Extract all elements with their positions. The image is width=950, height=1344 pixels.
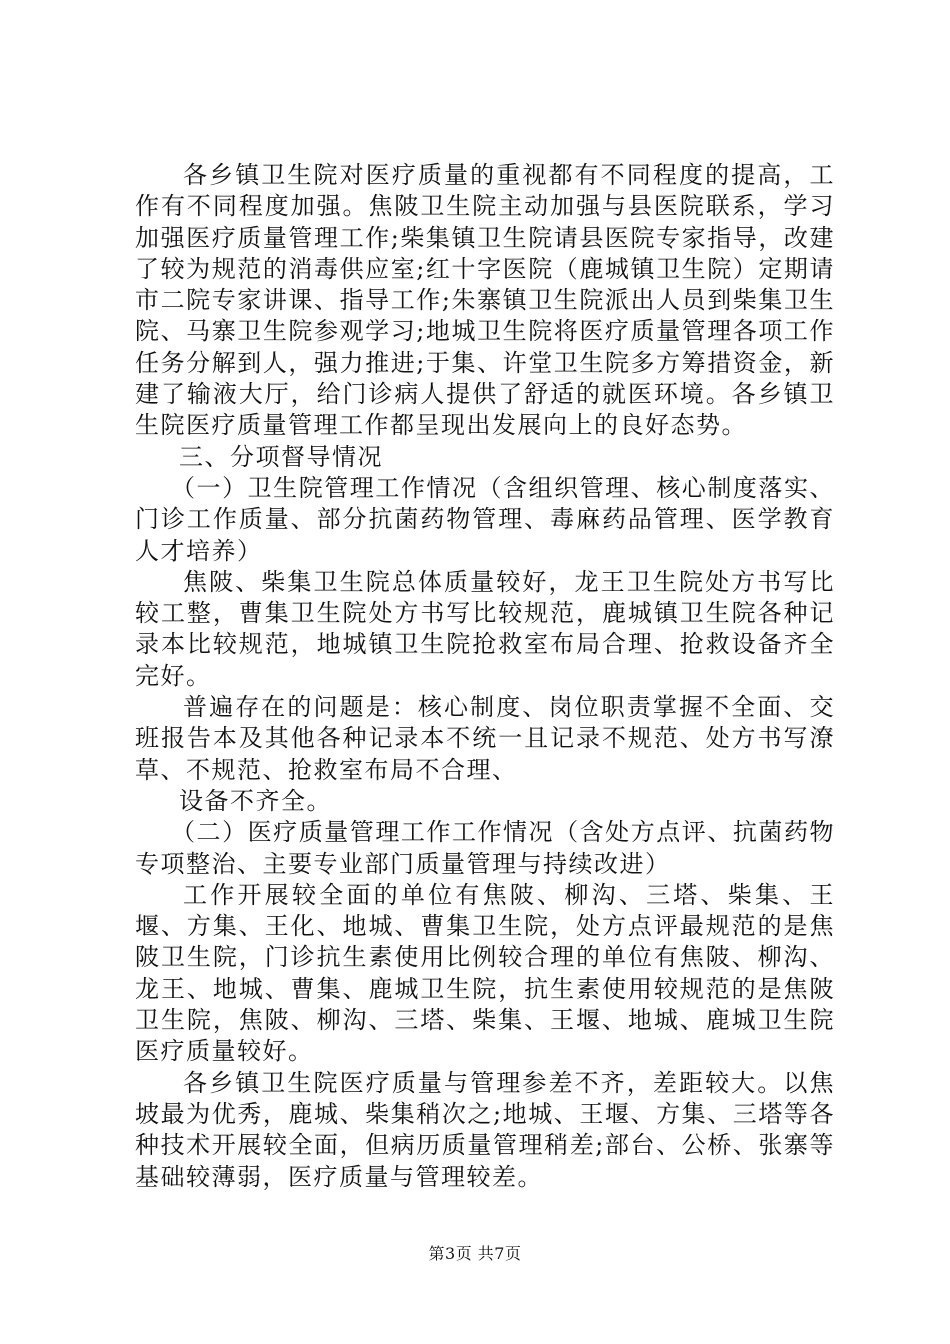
subsection-heading-quality: （二）医疗质量管理工作工作情况（含处方点评、抗菌药物专项整治、主要专业部门质量管理与持续改进） xyxy=(135,818,835,878)
paragraph-common-problems: 普遍存在的问题是：核心制度、岗位职责掌握不全面、交班报告本及其他各种记录本不统一且记录不规范、处方书写潦草、不规范、抢救室布局不合理、 xyxy=(135,693,835,784)
paragraph-quality-overview: 各乡镇卫生院对医疗质量的重视都有不同程度的提高，工作有不同程度加强。焦陂卫生院主动加强与县医院联系，学习加强医疗质量管理工作;柴集镇卫生院请县医院专家指导，改建了较为规范的消毒供应室;红十字医院（鹿城镇卫生院）定期请市二院专家讲课、指导工作;朱寨镇卫生院派出人员到柴集卫生院、马寨卫生院参观学习;地城卫生院将医疗质量管理各项工作任务分解到人，强力推进;于集、许堂卫生院多方筹措资金，新建了输液大厅，给门诊病人提供了舒适的就医环境。各乡镇卫生院医疗质量管理工作都呈现出发展向上的良好态势。 xyxy=(135,161,835,440)
paragraph-good-practices: 焦陂、柴集卫生院总体质量较好，龙王卫生院处方书写比较工整，曹集卫生院处方书写比较规范，鹿城镇卫生院各种记录本比较规范，地城镇卫生院抢救室布局合理、抢救设备齐全完好。 xyxy=(135,567,835,690)
paragraph-quality-disparity: 各乡镇卫生院医疗质量与管理参差不齐，差距较大。以焦坡最为优秀，鹿城、柴集稍次之;地城、王堰、方集、三塔等各种技术开展较全面，但病历质量管理稍差;部台、公桥、张寨等基础较薄弱，医疗质量与管理较差。 xyxy=(135,1068,835,1191)
subsection-heading-management: （一）卫生院管理工作情况（含组织管理、核心制度落实、门诊工作质量、部分抗菌药物管理、毒麻药品管理、医学教育人才培养） xyxy=(135,473,835,565)
section-heading-supervision: 三、分项督导情况 xyxy=(179,442,383,471)
document-body xyxy=(135,160,835,1193)
page-number: 第3页 共7页 xyxy=(428,1244,522,1263)
paragraph-comprehensive-units: 工作开展较全面的单位有焦陂、柳沟、三塔、柴集、王堰、方集、王化、地城、曹集卫生院，处方点评最规范的是焦陂卫生院，门诊抗生素使用比例较合理的单位有焦陂、柳沟、龙王、地城、曹集、鹿城卫生院，抗生素使用较规范的是焦陂卫生院，焦陂、柳沟、三塔、柴集、王堰、地城、鹿城卫生院医疗质量较好。 xyxy=(135,880,835,1066)
paragraph-equipment: 设备不齐全。 xyxy=(179,786,332,815)
